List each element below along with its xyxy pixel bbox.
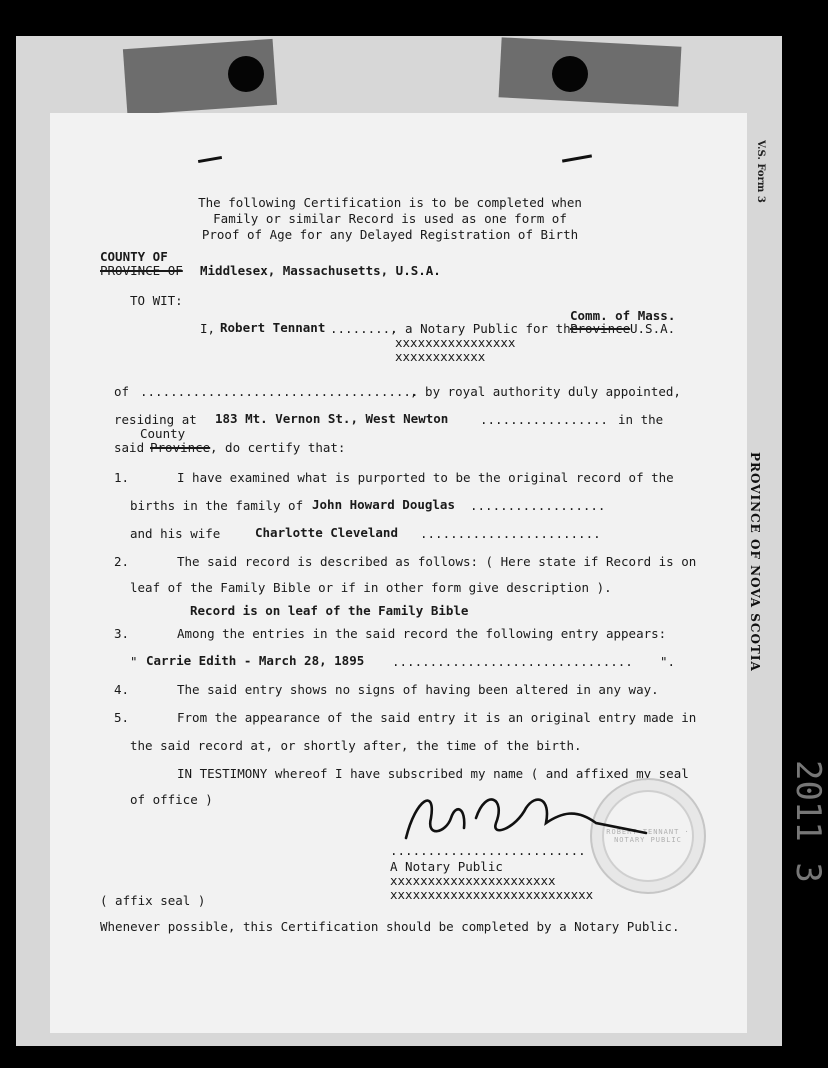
address-dots: ................. [480, 412, 608, 427]
county-word: County [140, 426, 186, 441]
wife-line-label: and his wife [130, 526, 221, 541]
affix-seal-label: ( affix seal ) [100, 893, 206, 908]
births-line-label: births in the family of [130, 498, 304, 513]
do-certify-label: , do certify that: [210, 440, 346, 455]
item-2-number: 2. [114, 554, 130, 569]
notary-for-label: , a Notary Public for the [390, 321, 579, 336]
heading-line-2: Family or similar Record is used as one form of [213, 211, 567, 226]
father-dots: .................. [470, 498, 606, 513]
province-of-struck: PROVINCE OF [100, 263, 183, 278]
wife-name: Charlotte Cleveland [255, 525, 398, 540]
footer-note: Whenever possible, this Certification should be completed by a Notary Public. [100, 919, 680, 934]
i-label: I, [200, 321, 216, 336]
tick-mark-right [562, 154, 592, 162]
notary-public-label: A Notary Public [390, 859, 503, 874]
record-description: Record is on leaf of the Family Bible [190, 603, 469, 618]
of-dots: ..................................... [140, 384, 419, 399]
punch-hole-left [228, 56, 264, 92]
signature-image [396, 778, 656, 858]
father-name: John Howard Douglas [312, 497, 455, 512]
item-5-text: From the appearance of the said entry it is an original entry made in [177, 710, 697, 725]
province-word-struck: Province [150, 440, 211, 455]
signature-line: .......................... [390, 843, 586, 858]
pencil-mark: 2011 3 [788, 760, 828, 883]
item-5-number: 5. [114, 710, 130, 725]
province-label: PROVINCE OF NOVA SCOTIA [748, 452, 762, 672]
certificate-page [50, 113, 747, 1033]
province-struck: Province [570, 321, 631, 336]
struck-notary-line-1: xxxxxxxxxxxxxxxxxxxxxx [390, 873, 556, 888]
leaf-line: leaf of the Family Bible or if in other form give description ). [130, 580, 612, 595]
notary-name: Robert Tennant [220, 320, 326, 335]
item-2-text: The said record is described as follows: ( Here state if Record is on [177, 554, 697, 569]
of-label: of [114, 384, 130, 399]
usa-label: U.S.A. [630, 321, 676, 336]
seal-text: ROBERT TENNANT · NOTARY PUBLIC [606, 828, 690, 844]
heading-line-1: The following Certification is to be completed when [198, 195, 582, 210]
county-value: Middlesex, Massachusetts, U.S.A. [200, 263, 441, 278]
item-3-number: 3. [114, 626, 130, 641]
tape-right [499, 37, 682, 106]
county-of-label: COUNTY OF [100, 249, 168, 264]
in-the-label: in the [618, 412, 664, 427]
struck-notary-line-2: xxxxxxxxxxxxxxxxxxxxxxxxxxx [390, 887, 594, 902]
comm-note: Comm. of Mass. [570, 308, 676, 323]
of-office-text: of office ) [130, 792, 213, 807]
struck-x-line-2: xxxxxxxxxxxx [395, 349, 486, 364]
wife-dots: ........................ [420, 526, 601, 541]
royal-authority-label: , by royal authority duly appointed, [410, 384, 681, 399]
item-4-text: The said entry shows no signs of having been altered in any way. [177, 682, 659, 697]
punch-hole-right [552, 56, 588, 92]
close-quote: ". [660, 654, 676, 669]
item-4-number: 4. [114, 682, 130, 697]
item-1-number: 1. [114, 470, 130, 485]
open-quote: " [130, 654, 138, 669]
to-wit-label: TO WIT: [130, 293, 183, 308]
item-5-continuation: the said record at, or shortly after, the time of the birth. [130, 738, 582, 753]
struck-x-line-1: xxxxxxxxxxxxxxxx [395, 335, 516, 350]
residing-at-label: residing at [114, 412, 197, 427]
form-number: V.S. Form 3 [755, 140, 766, 203]
item-3-text: Among the entries in the said record the following entry appears: [177, 626, 667, 641]
tick-mark-left [198, 156, 222, 163]
entry-dots: ................................ [392, 654, 633, 669]
said-label: said [114, 440, 145, 455]
entry-value: Carrie Edith - March 28, 1895 [146, 653, 365, 668]
testimony-text: IN TESTIMONY whereof I have subscribed my name ( and affixed my seal [177, 766, 689, 781]
address-value: 183 Mt. Vernon St., West Newton [215, 411, 449, 426]
heading-line-3: Proof of Age for any Delayed Registration of Birth [201, 227, 579, 242]
notary-dots: ......... [330, 321, 398, 336]
item-1-text: I have examined what is purported to be the original record of the [177, 470, 674, 485]
